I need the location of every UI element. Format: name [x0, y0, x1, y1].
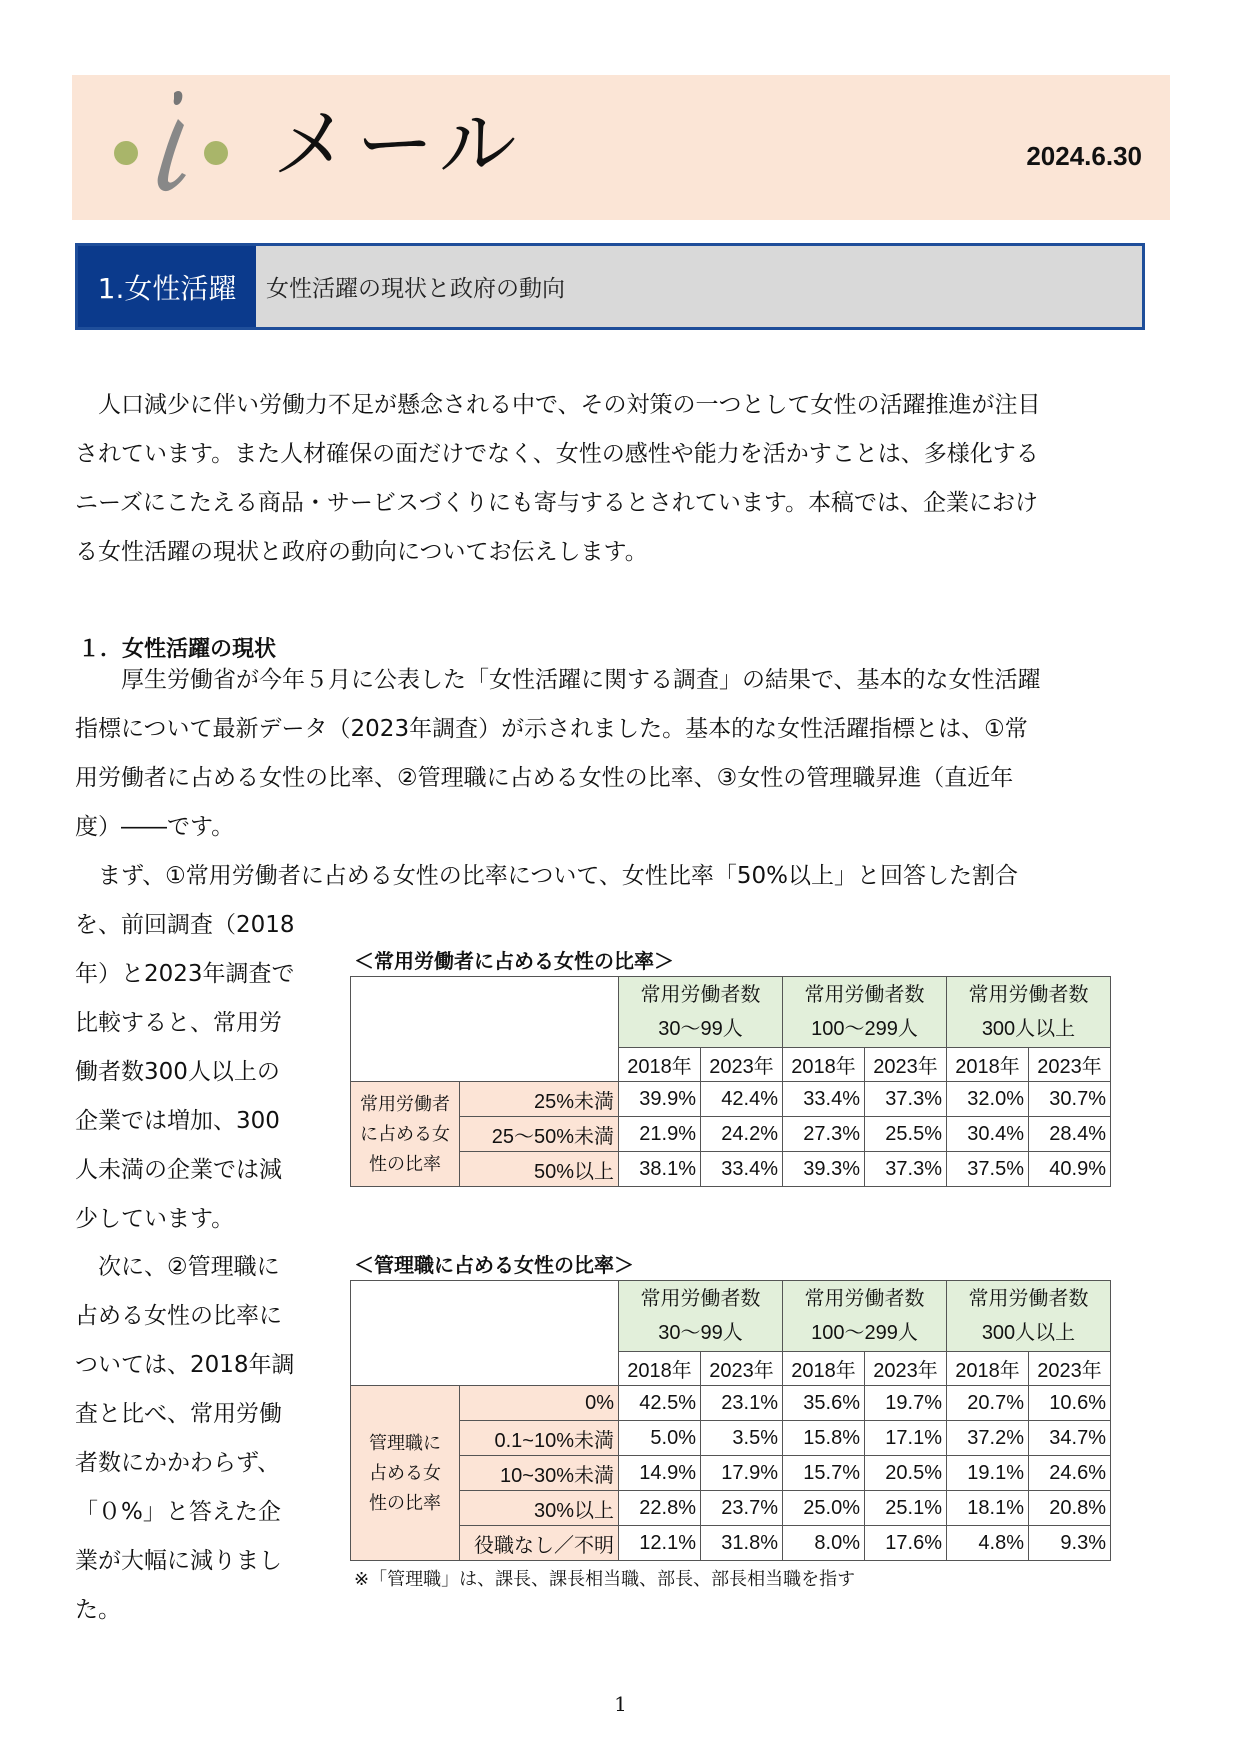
- row-category: 常用労働者 に占める女 性の比率: [351, 1082, 460, 1187]
- body-line: 度）――です。: [75, 814, 235, 840]
- intro-paragraph: [75, 381, 1180, 577]
- body-line: 用労働者に占める女性の比率、②管理職に占める女性の比率、③女性の管理職昇進（直近年: [75, 765, 1014, 791]
- side-line: 占める女性の比率に: [75, 1303, 282, 1329]
- table-row: 25～50%未満 21.9% 24.2% 27.3% 25.5% 30.4% 28.4%: [351, 1117, 1111, 1152]
- table-caption: ＜管理職に占める女性の比率＞: [354, 1253, 634, 1277]
- group-header: 常用労働者数 100～299人: [783, 977, 947, 1048]
- year-header: 2023年: [865, 1048, 947, 1082]
- table-row: 管理職に 占める女 性の比率 0% 42.5% 23.1% 35.6% 19.7% 20.7% 10.6%: [351, 1386, 1111, 1421]
- section-number-label: 1.女性活躍: [78, 246, 256, 327]
- table-row: 50%以上 38.1% 33.4% 39.3% 37.3% 37.5% 40.9%: [351, 1152, 1111, 1187]
- year-header: 2023年: [701, 1048, 783, 1082]
- table-row: 役職なし／不明 12.1% 31.8% 8.0% 17.6% 4.8% 9.3%: [351, 1526, 1111, 1561]
- side-line: 「０%」と答えた企: [75, 1499, 281, 1525]
- group-header: 常用労働者数 100～299人: [783, 1281, 947, 1352]
- side-line: 働者数300人以上の: [75, 1059, 280, 1085]
- table-row: 10~30%未満 14.9% 17.9% 15.7% 20.5% 19.1% 24.6%: [351, 1456, 1111, 1491]
- group-header: 常用労働者数 30～99人: [619, 977, 783, 1048]
- side-line: 者数にかかわらず、: [75, 1450, 281, 1476]
- intro-line: 人口減少に伴い労働力不足が懸念される中で、その対策の一つとして女性の活躍推進が注目: [75, 392, 1041, 418]
- body-line: 指標について最新データ（2023年調査）が示されました。基本的な女性活躍指標とは、①常: [75, 716, 1028, 742]
- table-row: 0.1~10%未満 5.0% 3.5% 15.8% 17.1% 37.2% 34.7%: [351, 1421, 1111, 1456]
- row-label: 0%: [460, 1386, 619, 1421]
- section-heading: １．女性活躍の現状: [78, 637, 277, 662]
- row-label: 25～50%未満: [460, 1117, 619, 1152]
- intro-line: る女性活躍の現状と政府の動向についてお伝えします。: [75, 539, 648, 565]
- body-line: 厚生労働省が今年５月に公表した「女性活躍に関する調査」の結果で、基本的な女性活躍: [75, 667, 1041, 693]
- table-employee-ratio: [350, 946, 1111, 1187]
- year-header: 2023年: [1029, 1048, 1111, 1082]
- year-header: 2018年: [619, 1048, 701, 1082]
- side-line: 人未満の企業では減: [75, 1157, 282, 1183]
- side-line: 次に、②管理職に: [75, 1254, 280, 1280]
- table-note: ※「管理職」は、課長、課長相当職、部長、部長相当職を指す: [354, 1569, 856, 1590]
- table-row: 常用労働者 に占める女 性の比率 25%未満 39.9% 42.4% 33.4% 37.3% 32.0% 30.7%: [351, 1082, 1111, 1117]
- group-header: 常用労働者数 30～99人: [619, 1281, 783, 1352]
- year-header: 2018年: [783, 1048, 865, 1082]
- row-label: 0.1~10%未満: [460, 1421, 619, 1456]
- side-line: 年）と2023年調査で: [75, 961, 295, 987]
- section-bar: [75, 243, 1145, 330]
- side-line: 企業では増加、300: [75, 1108, 280, 1134]
- side-line: 査と比べ、常用労働: [75, 1401, 282, 1427]
- year-header: 2023年: [1029, 1352, 1111, 1386]
- year-header: 2018年: [947, 1048, 1029, 1082]
- intro-line: ニーズにこたえる商品・サービスづくりにも寄与するとされています。本稿では、企業におけ: [75, 490, 1039, 516]
- i-logo-icon: [112, 85, 232, 205]
- year-header: 2018年: [947, 1352, 1029, 1386]
- page-number: 1: [614, 1692, 627, 1716]
- side-line: 少しています。: [75, 1206, 235, 1232]
- side-line: を、前回調査（2018: [75, 912, 295, 938]
- body-paragraph: [75, 656, 1180, 901]
- group-header: 常用労働者数 300人以上: [947, 1281, 1111, 1352]
- header-title: メール: [272, 100, 523, 190]
- header-banner: [72, 75, 1170, 220]
- side-text-1: [75, 901, 330, 1244]
- side-line: 業が大幅に減りまし: [75, 1548, 282, 1574]
- side-text-2: [75, 1243, 330, 1635]
- row-label: 10~30%未満: [460, 1456, 619, 1491]
- side-line: 比較すると、常用労: [75, 1010, 282, 1036]
- body-line: まず、①常用労働者に占める女性の比率について、女性比率「50%以上」と回答した割合: [75, 863, 1018, 889]
- row-category: 管理職に 占める女 性の比率: [351, 1386, 460, 1561]
- side-line: た。: [75, 1597, 121, 1623]
- side-line: ついては、2018年調: [75, 1352, 295, 1378]
- table-manager-ratio: [350, 1250, 1111, 1591]
- row-label: 50%以上: [460, 1152, 619, 1187]
- table-row: 30%以上 22.8% 23.7% 25.0% 25.1% 18.1% 20.8%: [351, 1491, 1111, 1526]
- year-header: 2023年: [865, 1352, 947, 1386]
- row-label: 役職なし／不明: [460, 1526, 619, 1561]
- year-header: 2023年: [701, 1352, 783, 1386]
- year-header: 2018年: [619, 1352, 701, 1386]
- row-label: 30%以上: [460, 1491, 619, 1526]
- issue-date: 2024.6.30: [1026, 141, 1142, 171]
- row-label: 25%未満: [460, 1082, 619, 1117]
- year-header: 2018年: [783, 1352, 865, 1386]
- section-subtitle: 女性活躍の現状と政府の動向: [266, 276, 565, 302]
- table-caption: ＜常用労働者に占める女性の比率＞: [354, 949, 674, 973]
- group-header: 常用労働者数 300人以上: [947, 977, 1111, 1048]
- intro-line: されています。また人材確保の面だけでなく、女性の感性や能力を活かすことは、多様化する: [75, 441, 1039, 467]
